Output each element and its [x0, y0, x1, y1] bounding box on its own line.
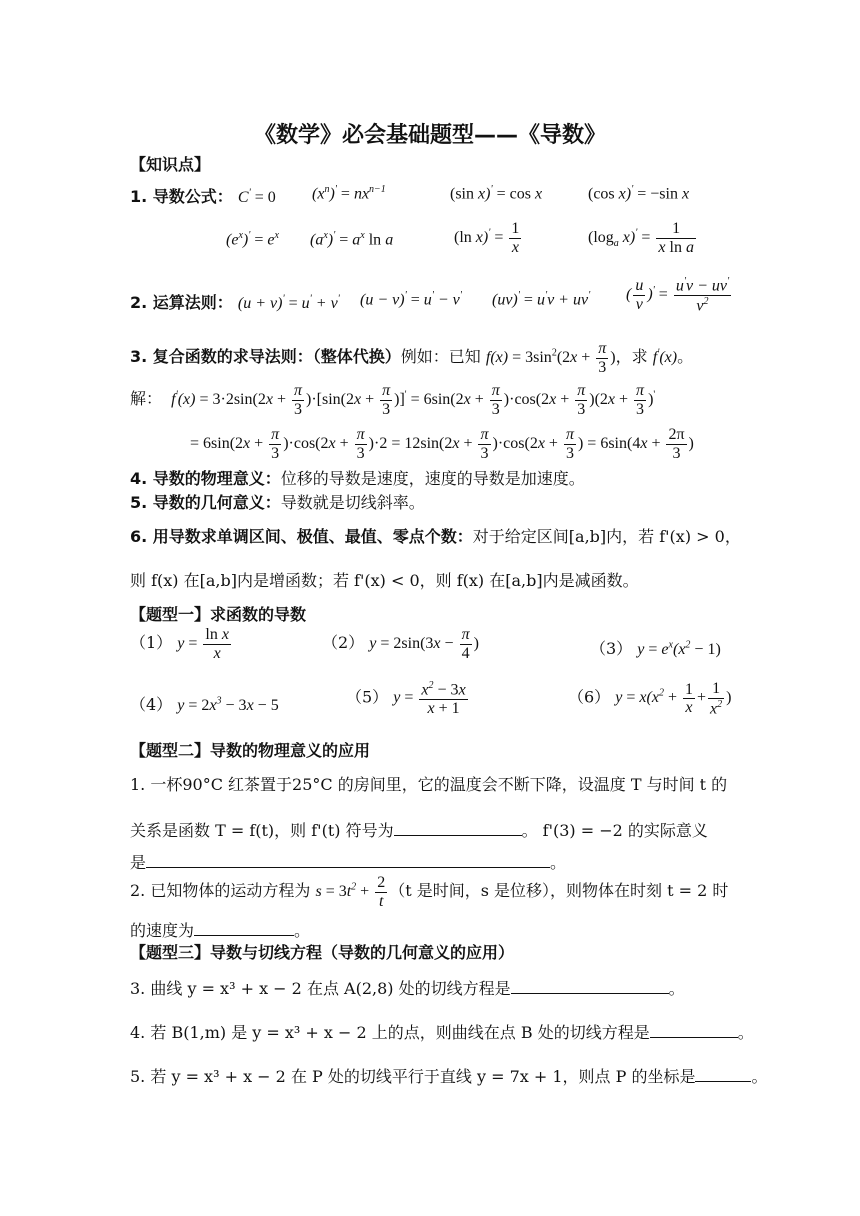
- solution-line-1: 解： f'(x) = 3·2sin(2x + $\frac{\pi}{3}$ )·[sin(2x + $\frac{\pi}{3}$ )]' = 6sin(2x + $\frac{\pi}{3}$ )·cos(2x + $\frac{\pi}{3}$ )(2x + $\frac{\pi}{3}$ )': [130, 382, 656, 418]
- page-title: 《数学》必会基础题型——《导数》: [253, 123, 606, 148]
- formula-ax: $(a^x)' = a^x$ ln a: [310, 230, 394, 249]
- chain-rule-row: 3. 复合函数的求导法则：（整体代换）例如：已知 $f(x) = 3\sin^2(2x$ + $\frac{\pi}{3}$ )，求 f'(x)。: [130, 340, 694, 376]
- answer-blank-3[interactable]: [194, 921, 294, 936]
- item4: 4. 导数的物理意义：位移的导数是速度，速度的导数是加速度。: [130, 469, 585, 488]
- rules-row: 2. 运算法则： (u + v)' = u' + v': [130, 293, 340, 312]
- formula-row-1: 1. 导数公式： C' = 0: [130, 187, 276, 206]
- exercise-4: （4） $y = 2x^3 - 3x - 5$: [130, 695, 279, 714]
- item1-label: 1. 导数公式：: [130, 187, 233, 206]
- type1-heading: 【题型一】求函数的导数: [130, 605, 307, 624]
- solution-line-2: = 6sin(2x + $\frac{\pi}{3}$ )·cos(2x + $\frac{\pi}{3}$ )·2 = 12sin(2x + $\frac{\pi}{3}$ )·cos(2x + $\frac{\pi}{3}$ ) = 6sin(4x + $\frac{2\pi}{3}$ ): [190, 426, 694, 462]
- exercise-2: （2） y = 2sin(3x − $\frac{\pi}{4}$ ): [322, 626, 479, 662]
- q4: 4. 若 B(1,m) 是 y = x³ + x − 2 上的点，则曲线在点 B 处的切线方程是 。: [130, 1023, 754, 1042]
- formula-cos: (cos x)' = −sin x: [588, 184, 690, 203]
- q1-line1: 1. 一杯90°C 红茶置于25°C 的房间里，它的温度会不断下降，设温度 T 与时间 t 的: [130, 775, 728, 794]
- rule-quotient: ( $\frac{u}{v}$ )' = $\frac{u'v - uv'}{v^2}$: [626, 276, 730, 315]
- formula-power: $(x^n)' = nx^{n-1}$: [312, 184, 386, 203]
- rule-product: (uv)' = u'v + uv': [492, 290, 591, 309]
- q3: 3. 曲线 y = x³ + x − 2 在点 A(2,8) 处的切线方程是 。: [130, 979, 685, 998]
- rule-minus: (u − v)' = u' − v': [360, 290, 462, 309]
- formula-ln: (ln x)' = $\frac{1}{x}$: [454, 220, 520, 256]
- exercise-6: （6） $y = x(x^2$ + $\frac{1}{x}$ + $\frac{1}{x^2}$ ): [568, 680, 732, 717]
- answer-blank-1[interactable]: [394, 821, 522, 836]
- type2-heading: 【题型二】导数的物理意义的应用: [130, 741, 371, 760]
- type3-heading: 【题型三】导数与切线方程（导数的几何意义的应用）: [130, 943, 515, 962]
- item6-line2: 则 f(x) 在[a,b]内是增函数；若 f'(x) < 0，则 f(x) 在[a,b]内是减函数。: [130, 571, 639, 590]
- q1-line3: 是 。: [130, 853, 567, 872]
- item3-label: 3. 复合函数的求导法则：（整体代换）: [130, 346, 401, 366]
- q2-line2: 的速度为 。: [130, 921, 311, 940]
- formula-sin: (sin x)' = cos x: [450, 184, 543, 203]
- answer-blank-6[interactable]: [695, 1067, 751, 1082]
- q1-line2: 关系是函数 T = f(t)，则 f'(t) 符号为 。 f'(3) = −2 的实际意义: [130, 821, 708, 840]
- knowledge-heading: 【知识点】: [130, 155, 211, 174]
- item2-label: 2. 运算法则：: [130, 293, 233, 312]
- formula-log: ($\log_a$ x)' = $\frac{1}{\text{x ln a}}$: [588, 220, 694, 256]
- exercise-5: （5） y = $\frac{x^2 - 3x}{x + 1}$: [346, 680, 466, 717]
- item5: 5. 导数的几何意义：导数就是切线斜率。: [130, 493, 425, 512]
- formula-exp: $(e^x)' = e^x$: [226, 230, 279, 249]
- item6: 6. 用导数求单调区间、极值、最值、零点个数：对于给定区间[a,b]内，若 f'(x) > 0，: [130, 527, 741, 546]
- exercise-3: （3） $y = e^x(x^2 - 1)$: [590, 639, 721, 658]
- q2-line1: 2. 已知物体的运动方程为 $s = 3t^2$ + $\frac{2}{t}$ （t 是时间，s 是位移），则物体在时刻 t = 2 时: [130, 874, 729, 910]
- answer-blank-4[interactable]: [511, 979, 669, 994]
- answer-blank-2[interactable]: [146, 853, 550, 868]
- answer-blank-5[interactable]: [650, 1023, 738, 1038]
- q5: 5. 若 y = x³ + x − 2 在 P 处的切线平行于直线 y = 7x + 1，则点 P 的坐标是 。: [130, 1067, 768, 1086]
- exercise-1: （1） y = $\frac{\text{ln x}}{x}$: [130, 626, 229, 662]
